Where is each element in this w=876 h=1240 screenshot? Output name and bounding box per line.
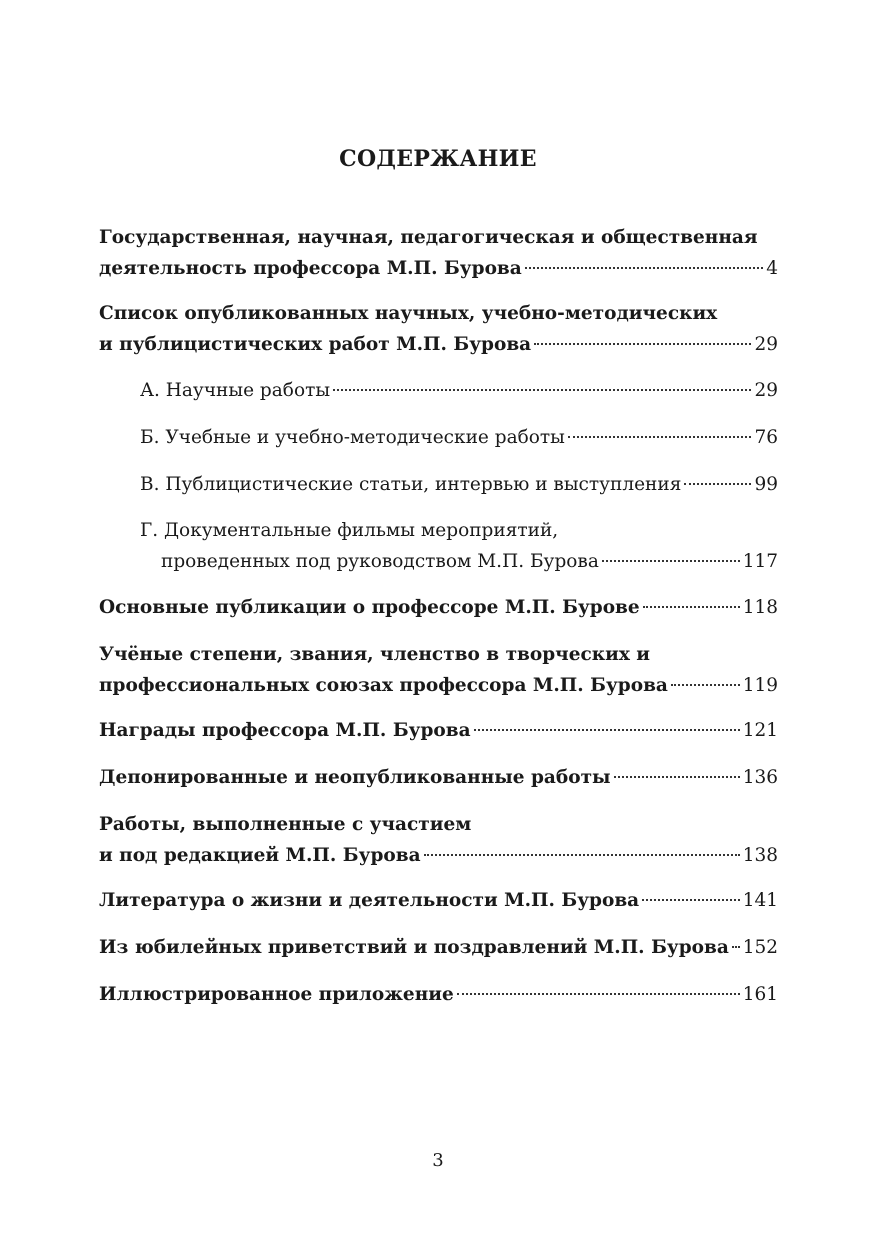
- toc-entry-title-line: и публицистических работ М.П. Бурова: [99, 334, 532, 355]
- toc-page-number: 117: [742, 551, 778, 572]
- leader-dots: [602, 560, 740, 562]
- toc-entry-title-line: профессиональных союзах профессора М.П. Бурова: [99, 675, 668, 696]
- leader-dots: [614, 776, 740, 778]
- toc-page-number: 119: [742, 675, 778, 696]
- leader-dots: [525, 267, 763, 269]
- toc-entry-activity: [99, 222, 778, 284]
- page-number: 3: [432, 1150, 444, 1171]
- toc-page-number: 29: [754, 380, 778, 401]
- leader-dots: [732, 946, 740, 948]
- page-title: СОДЕРЖАНИЕ: [339, 146, 537, 172]
- toc-subentry-educational: [99, 422, 778, 453]
- toc-entry-title: Депонированные и неопубликованные работы: [99, 767, 611, 788]
- toc-entry-degrees: [99, 639, 778, 701]
- leader-dots: [568, 436, 752, 438]
- toc-entry-coauthored: [99, 809, 778, 871]
- leader-dots: [684, 483, 751, 485]
- leader-dots: [457, 993, 740, 995]
- toc-entry-title: Литература о жизни и деятельности М.П. Бурова: [99, 890, 640, 911]
- toc-entry-deposited: [99, 762, 778, 793]
- toc-page-number: 76: [754, 427, 778, 448]
- toc-entry-title: Награды профессора М.П. Бурова: [99, 720, 471, 741]
- toc-entry-title: Из юбилейных приветствий и поздравлений М.П. Бурова: [99, 937, 729, 958]
- toc-entry-publications-list: [99, 298, 778, 360]
- leader-dots: [534, 343, 751, 345]
- toc-page-number: 4: [766, 258, 778, 279]
- toc-page-number: 138: [742, 845, 778, 866]
- toc-page-number: 152: [742, 937, 778, 958]
- toc-page-number: 141: [742, 890, 778, 911]
- toc-entry-title-line: проведенных под руководством М.П. Бурова: [161, 551, 599, 572]
- toc-entry-title: В. Публицистические статьи, интервью и выступления: [140, 474, 682, 495]
- toc-entry-title-line: Учёные степени, звания, членство в творческих и: [99, 644, 651, 665]
- toc-entry-title-line: Государственная, научная, педагогическая и общественная: [99, 227, 758, 248]
- toc-entry-title-line: Список опубликованных научных, учебно-методических: [99, 303, 718, 324]
- toc-subentry-journalism: [99, 469, 778, 500]
- leader-dots: [333, 389, 751, 391]
- toc-entry-illustrations: [99, 979, 778, 1010]
- toc-page-number: 161: [742, 984, 778, 1005]
- toc-page-number: 29: [754, 334, 778, 355]
- toc-page-number: 121: [742, 720, 778, 741]
- toc-entry-title: А. Научные работы: [140, 380, 331, 401]
- toc-entry-publications-about: [99, 592, 778, 623]
- leader-dots: [671, 684, 740, 686]
- toc-page-number: 118: [742, 597, 778, 618]
- leader-dots: [643, 606, 740, 608]
- leader-dots: [642, 899, 740, 901]
- toc-entry-title: Основные публикации о профессоре М.П. Бурове: [99, 597, 640, 618]
- toc-entry-title-line: деятельность профессора М.П. Бурова: [99, 258, 522, 279]
- toc-page-number: 99: [754, 474, 778, 495]
- leader-dots: [474, 729, 740, 731]
- leader-dots: [424, 854, 740, 856]
- toc-entry-title: Иллюстрированное приложение: [99, 984, 454, 1005]
- toc-entry-title-line: Г. Документальные фильмы мероприятий,: [140, 520, 559, 541]
- toc-subentry-scientific: [99, 375, 778, 406]
- toc-entry-title-line: и под редакцией М.П. Бурова: [99, 845, 421, 866]
- toc-entry-title: Б. Учебные и учебно-методические работы: [140, 427, 565, 448]
- toc-entry-title-line: Работы, выполненные с участием: [99, 814, 472, 835]
- toc-entry-awards: [99, 715, 778, 746]
- toc-entry-literature: [99, 885, 778, 916]
- toc-entry-greetings: [99, 932, 778, 963]
- toc-page-number: 136: [742, 767, 778, 788]
- toc-subentry-films: [99, 515, 778, 577]
